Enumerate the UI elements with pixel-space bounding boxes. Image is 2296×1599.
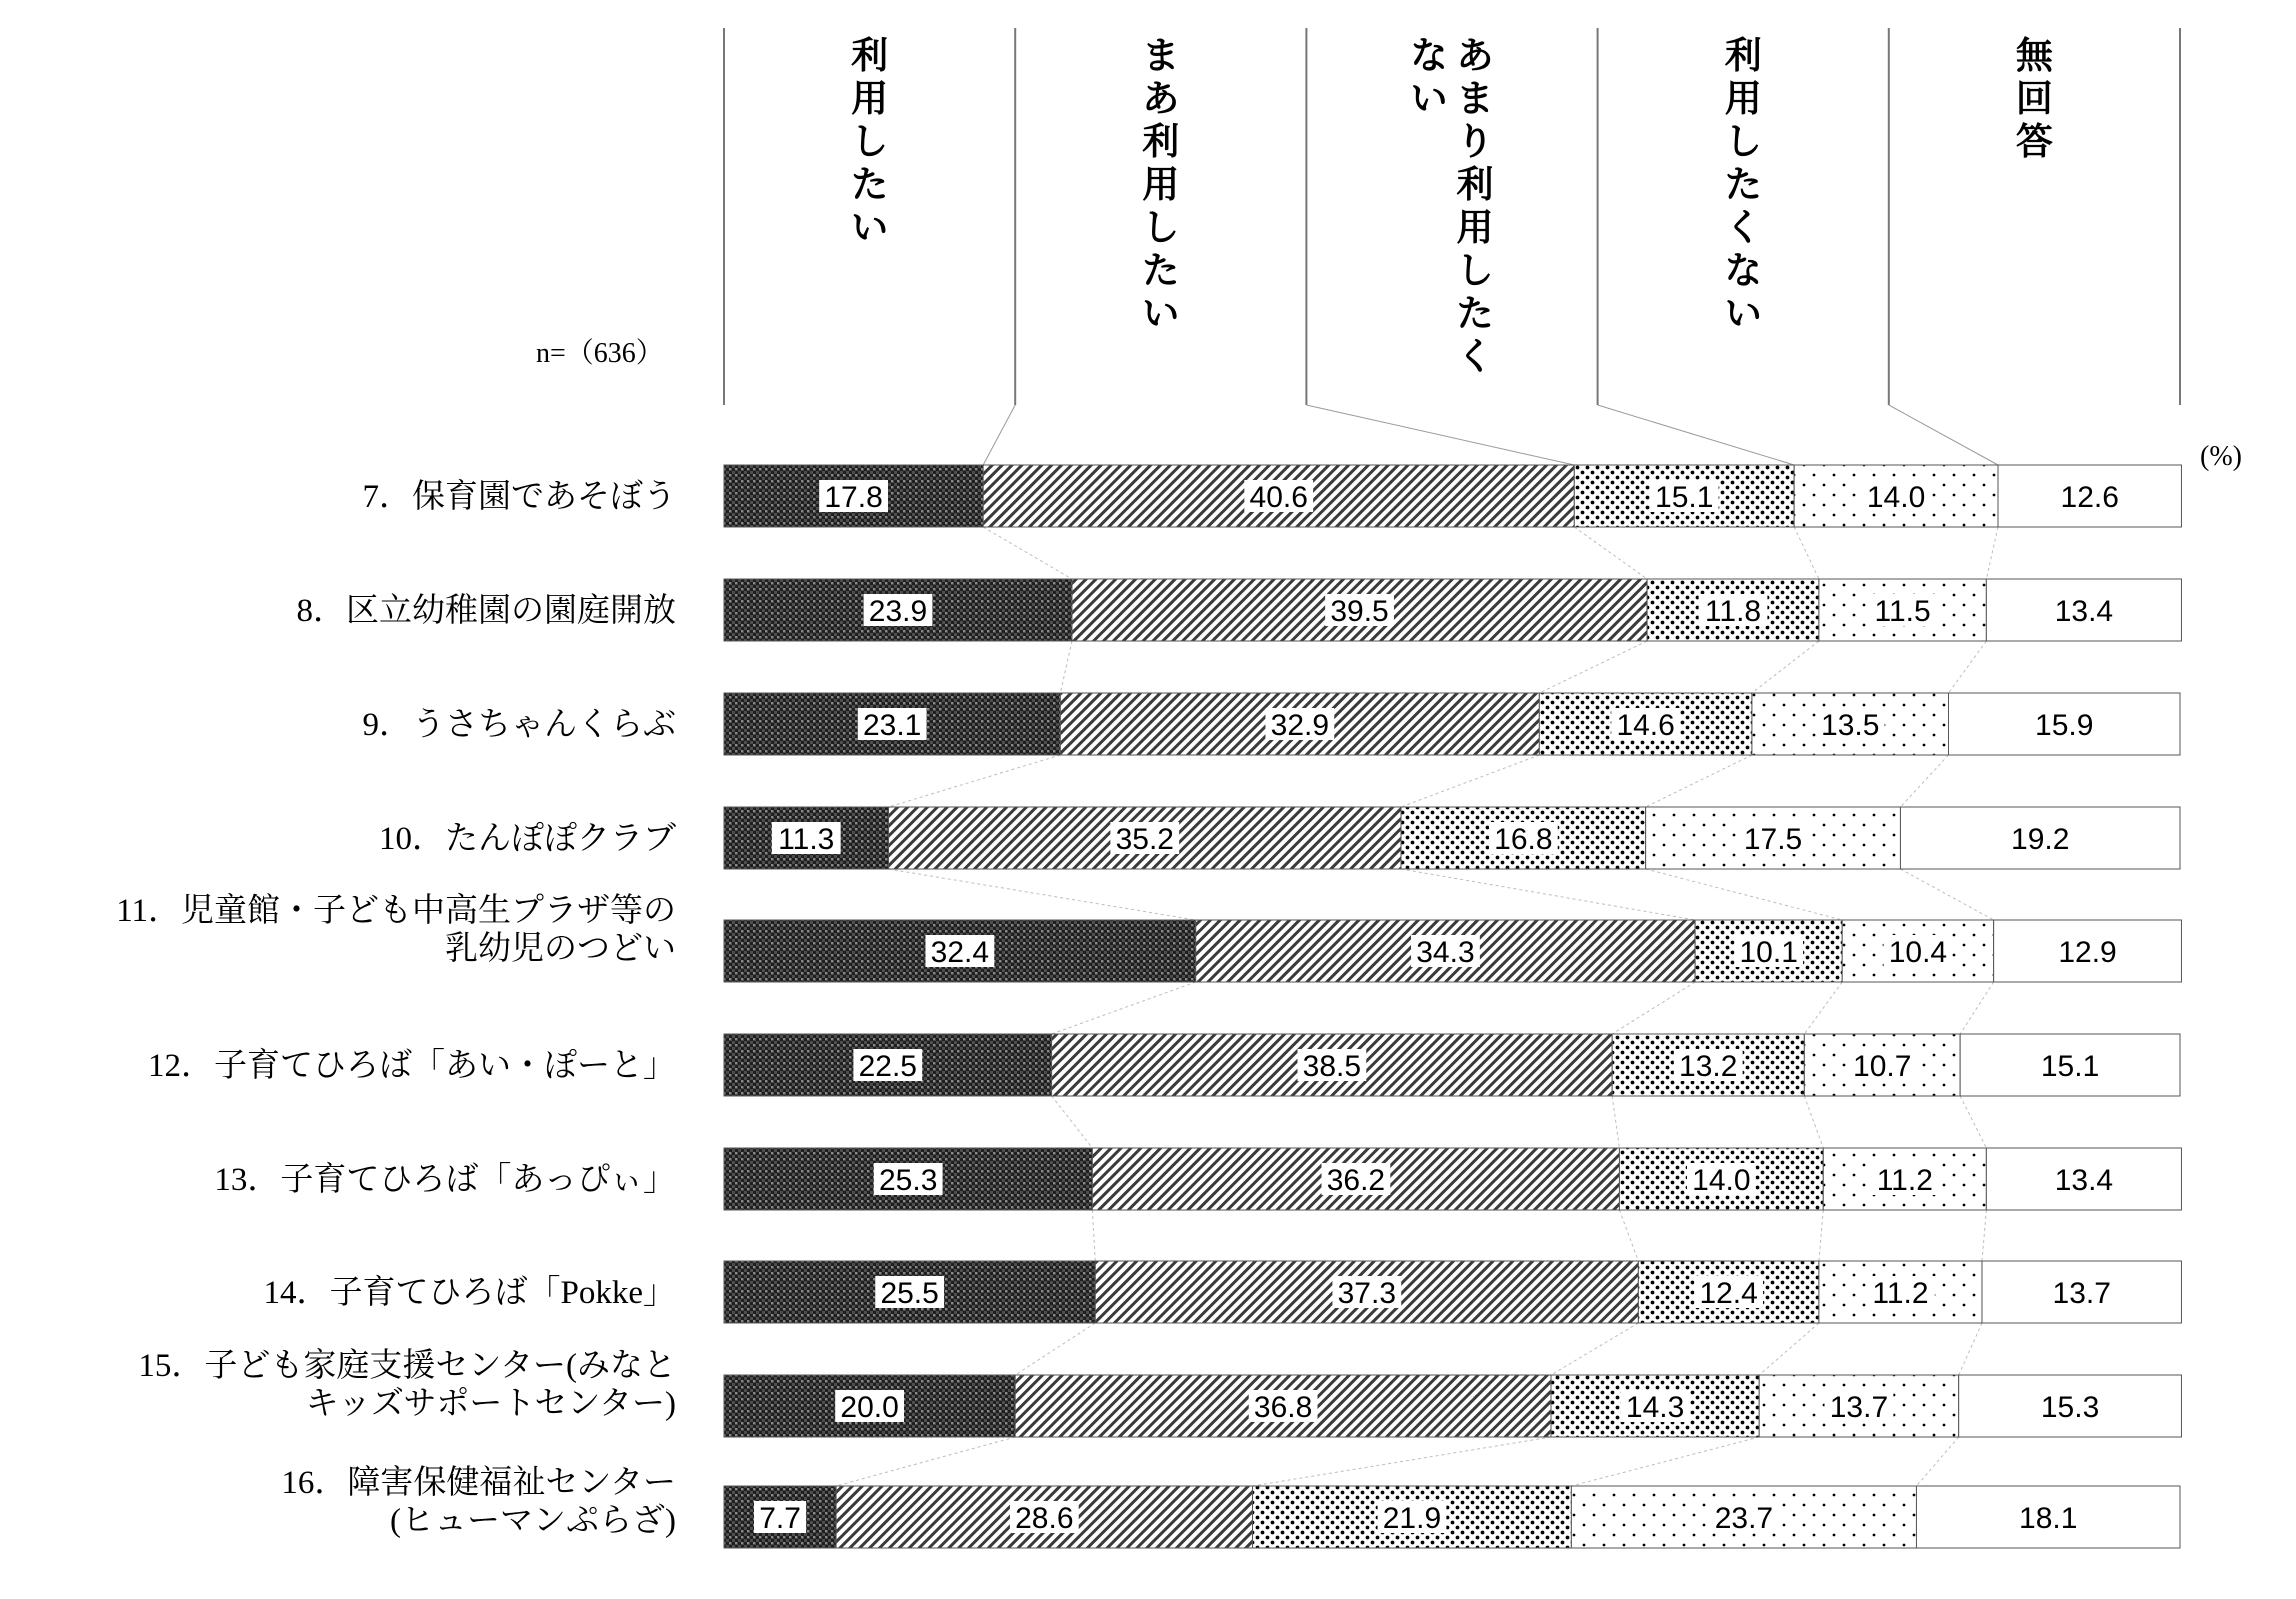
value-label: 17.5 [1743, 823, 1803, 856]
connector-line [1619, 1210, 1638, 1261]
value-label: 13.5 [1821, 709, 1880, 742]
value-label: 15.9 [2035, 709, 2094, 742]
header-2-char: い [1142, 292, 1180, 335]
connector-line [1401, 869, 1695, 920]
connector-line [1015, 1323, 1095, 1375]
connector-line [1752, 641, 1819, 693]
value-label: 11.2 [1876, 1164, 1933, 1197]
value-label: 37.3 [1337, 1277, 1397, 1310]
header-2-char: し [1142, 206, 1180, 249]
connector-line [1794, 527, 1819, 579]
value-label: 40.6 [1249, 481, 1308, 514]
value-label: 21.9 [1382, 1502, 1442, 1535]
connector-line [983, 405, 1015, 465]
connector-line [1804, 982, 1842, 1034]
value-label: 32.9 [1270, 709, 1330, 742]
connector-line [1052, 1096, 1093, 1148]
connector-line [1401, 755, 1539, 807]
value-label: 11.2 [1872, 1277, 1929, 1310]
value-label: 25.5 [880, 1277, 939, 1310]
connector-line [1759, 1323, 1819, 1375]
value-label: 7.7 [759, 1502, 801, 1535]
header-3-char: ま [1456, 77, 1494, 120]
series-header [724, 28, 2180, 405]
value-label: 38.5 [1302, 1050, 1362, 1083]
bar-row [724, 1261, 2181, 1323]
category-label: 12．子育てひろば「あい・ぽーと」 [148, 1048, 676, 1084]
value-label: 11.5 [1874, 595, 1931, 628]
connector-line [1960, 1096, 1986, 1148]
header-3-char: し [1456, 249, 1494, 292]
value-label: 10.7 [1853, 1050, 1912, 1083]
header-4-char: な [1724, 249, 1762, 292]
header-1-char: 利 [851, 34, 889, 77]
bar-row [724, 1034, 2180, 1096]
value-label: 13.2 [1679, 1050, 1738, 1083]
category-label: キッズサポートセンター) [305, 1386, 676, 1422]
bar-row [724, 579, 2181, 641]
header-2-char: 利 [1142, 120, 1180, 163]
connector-line [1052, 982, 1196, 1034]
value-label: 39.5 [1330, 595, 1389, 628]
value-label: 14.6 [1616, 709, 1675, 742]
connector-line [1551, 1323, 1638, 1375]
value-label: 23.9 [868, 595, 928, 628]
connector-line [1900, 755, 1948, 807]
header-2-char: た [1142, 249, 1180, 292]
value-label: 19.2 [2011, 823, 2070, 856]
header-2-char: ま [1142, 34, 1180, 77]
header-4-char: 用 [1724, 77, 1762, 120]
bar-row [724, 465, 2181, 527]
connector-line [1900, 869, 1993, 920]
header-1-char: 用 [851, 77, 889, 120]
connector-line [1092, 1210, 1095, 1261]
connector-line [1960, 982, 1993, 1034]
connector-line [1986, 527, 1998, 579]
connector-line [1959, 1323, 1982, 1375]
value-label: 23.1 [862, 709, 922, 742]
connector-line [1060, 641, 1072, 693]
header-4-char: く [1724, 206, 1762, 249]
category-label: 15．子ども家庭支援センター(みなと [138, 1348, 676, 1384]
header-1-char: い [851, 206, 889, 249]
header-3-char: り [1456, 120, 1494, 163]
value-label: 36.2 [1326, 1164, 1386, 1197]
value-label: 35.2 [1115, 823, 1174, 856]
category-label: 9．うさちゃんくらぶ [362, 707, 676, 743]
value-label: 16.8 [1494, 823, 1553, 856]
category-label: (ヒューマンぷらざ) [390, 1503, 676, 1539]
header-2-char: 用 [1142, 163, 1180, 206]
header-5-char: 無 [2015, 34, 2053, 77]
value-label: 13.7 [1829, 1391, 1889, 1424]
connector-line [1916, 1437, 1958, 1486]
connector-line [1612, 1096, 1619, 1148]
bar-row [724, 1375, 2181, 1437]
category-label: 16．障害保健福祉センター [281, 1465, 676, 1501]
value-label: 25.3 [878, 1164, 938, 1197]
header-3-char: 用 [1456, 206, 1494, 249]
value-label: 15.1 [1655, 481, 1714, 514]
header-4-char: い [1724, 292, 1762, 335]
sample-size-label: n=（636） [536, 338, 664, 369]
bar-row [724, 693, 2180, 755]
header-3-char: な [1410, 34, 1448, 77]
category-label: 10．たんぽぽクラブ [379, 821, 676, 857]
connector-line [1539, 641, 1647, 693]
value-label: 14.3 [1625, 1391, 1685, 1424]
value-label: 11.8 [1704, 595, 1762, 628]
value-label: 12.9 [2058, 936, 2117, 969]
header-1-char: し [851, 120, 889, 163]
connector-line [983, 527, 1072, 579]
category-labels [116, 478, 676, 1539]
category-label: 7．保育園であそぼう [362, 479, 676, 515]
value-label: 13.7 [2052, 1277, 2111, 1310]
header-4-char: し [1724, 120, 1762, 163]
category-label: 乳幼児のつどい [445, 931, 676, 967]
connector-line [889, 869, 1196, 920]
bar-row [724, 1148, 2181, 1210]
header-5-char: 答 [2015, 120, 2053, 163]
connector-line [1612, 982, 1695, 1034]
header-3-char: く [1456, 335, 1494, 378]
connector-line [836, 1437, 1015, 1486]
category-label: 11．児童館・子ども中高生プラザ等の [116, 893, 676, 929]
connector-line [1819, 1210, 1823, 1261]
connector-line [1804, 1096, 1823, 1148]
value-label: 18.1 [2019, 1502, 2078, 1535]
category-label: 13．子育てひろば「あっぴぃ」 [214, 1162, 676, 1198]
value-label: 20.0 [840, 1391, 899, 1424]
value-label: 36.8 [1253, 1391, 1313, 1424]
percent-unit-label: (%) [2200, 441, 2242, 472]
connector-line [1948, 641, 1986, 693]
bar-row [724, 920, 2181, 982]
value-label: 14.0 [1866, 481, 1926, 514]
category-label: 8．区立幼稚園の園庭開放 [296, 593, 676, 629]
connector-line [1646, 869, 1843, 920]
value-label: 28.6 [1015, 1502, 1074, 1535]
category-label: 14．子育てひろば「Pokke」 [263, 1275, 676, 1311]
header-2-char: あ [1142, 77, 1180, 120]
value-label: 13.4 [2054, 595, 2114, 628]
connector-line [1598, 405, 1795, 465]
header-3-char: い [1410, 77, 1448, 120]
value-label: 10.4 [1888, 936, 1948, 969]
connector-line [1646, 755, 1752, 807]
value-label: 15.3 [2040, 1391, 2100, 1424]
value-label: 11.3 [778, 823, 835, 856]
connector-line [1982, 1210, 1986, 1261]
value-label: 14.0 [1692, 1164, 1751, 1197]
value-label: 22.5 [858, 1050, 917, 1083]
header-5-char: 回 [2015, 77, 2053, 120]
value-label: 12.6 [2060, 481, 2119, 514]
value-label: 32.4 [930, 936, 990, 969]
value-label: 15.1 [2040, 1050, 2100, 1083]
header-4-char: た [1724, 163, 1762, 206]
connector-line [1571, 1437, 1759, 1486]
connector-line [1574, 527, 1647, 579]
value-label: 13.4 [2054, 1164, 2114, 1197]
bars-group [724, 465, 2181, 1548]
header-4-char: 利 [1724, 34, 1762, 77]
header-3-char: あ [1456, 34, 1494, 77]
connector-line [1306, 405, 1574, 465]
connector-line [889, 755, 1061, 807]
bar-row [724, 807, 2180, 869]
header-3-char: 利 [1456, 163, 1494, 206]
value-label: 34.3 [1416, 936, 1475, 969]
header-1-char: た [851, 163, 889, 206]
connector-line [1889, 405, 1998, 465]
connector-line [1253, 1437, 1551, 1486]
value-label: 17.8 [824, 481, 883, 514]
value-label: 10.1 [1739, 936, 1798, 969]
value-label: 23.7 [1714, 1502, 1774, 1535]
bar-row [724, 1486, 2180, 1548]
header-3-char: た [1456, 292, 1494, 335]
value-label: 12.4 [1699, 1277, 1758, 1310]
